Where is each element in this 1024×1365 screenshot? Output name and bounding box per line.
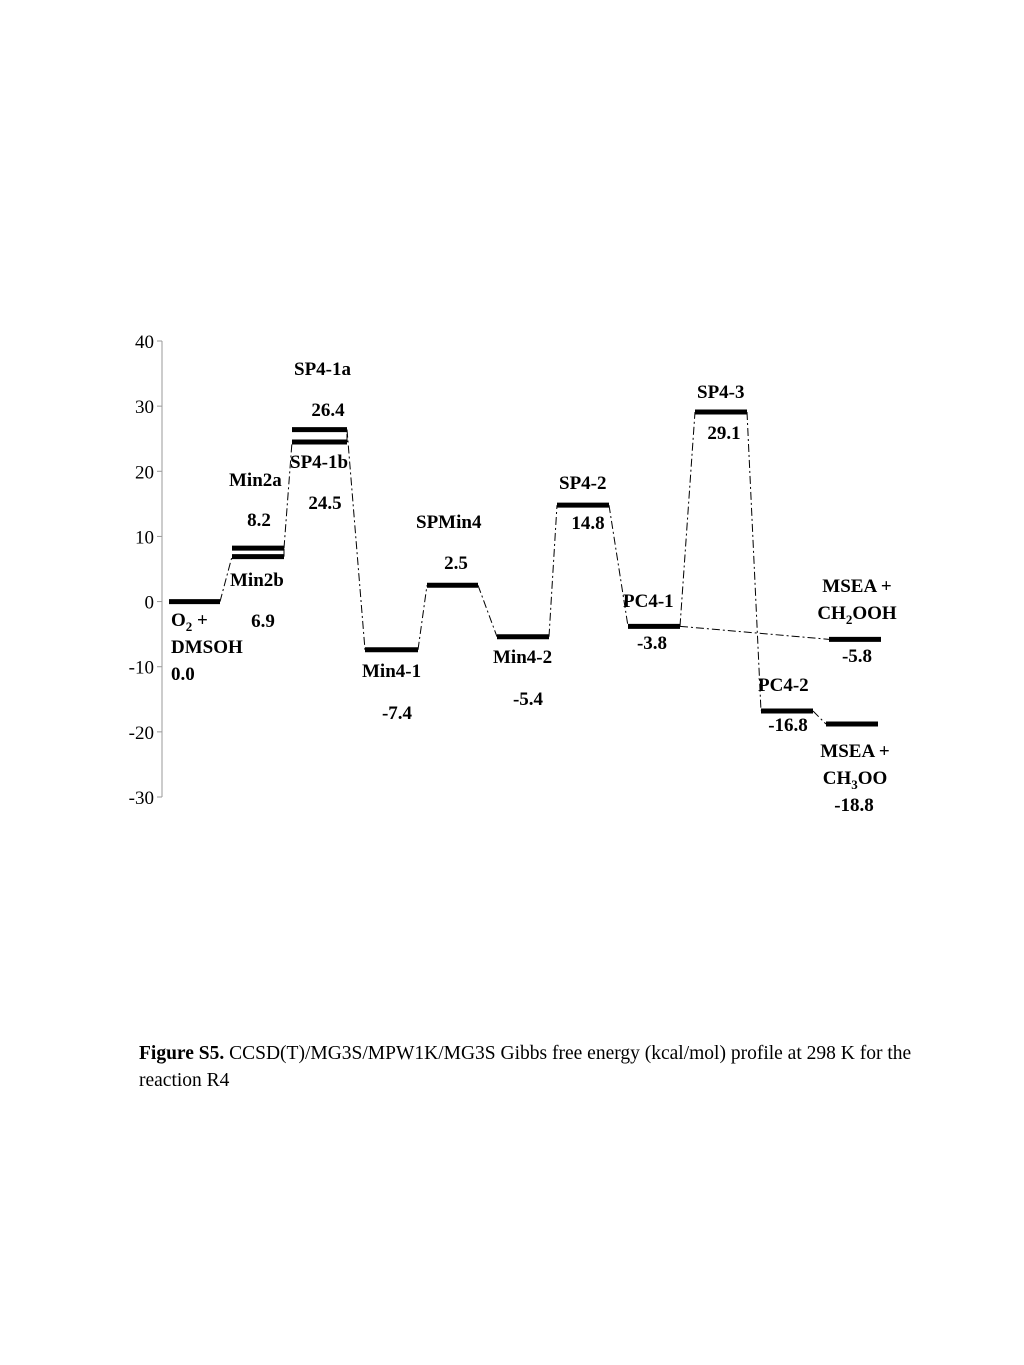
connector-pc4-1-sp4-3 [680,412,695,626]
figure-caption [139,1040,919,1094]
y-tick-label: -30 [128,788,154,809]
y-tick-label: 0 [144,592,154,614]
y-tick-label: 20 [135,462,154,484]
state-label-reactants: DMSOH [171,637,243,658]
connector-spmin4-min4-2 [478,585,497,636]
value-label-pc4-2: -16.8 [768,715,808,736]
value-label-min2b: 6.9 [251,611,275,632]
state-label-msea-ch2ooh: $CH_2OOH$ [817,603,897,627]
y-tick-label: -20 [128,722,154,744]
value-label-sp4-2: 14.8 [571,513,605,534]
value-label-reactants: 0.0 [171,664,195,685]
state-label-sp4-2: SP4-2 [559,473,607,494]
labels [171,359,897,816]
value-label-sp4-3: 29.1 [707,423,741,444]
state-label-sp4-3: SP4-3 [697,382,745,403]
value-label-pc4-1: -3.8 [636,633,668,654]
state-label-min4-1: Min4-1 [362,661,422,682]
state-label-reactants: $O_2$ + [171,610,208,634]
caption-text: CCSD(T)/MG3S/MPW1K/MG3S Gibbs free energy (kcal/mol) profile at 298 K for the reaction R4 [139,1043,912,1091]
y-tick-label: 10 [135,527,154,549]
state-label-msea-ch3oo: MSEA + [820,741,890,762]
state-label-sp4-1a: SP4-1a [294,359,351,380]
state-label-min2b: Min2b [230,570,284,591]
state-label-msea-ch3oo: $CH_3OO$ [822,768,888,792]
value-label-sp4-1a: 26.4 [311,400,345,421]
state-label-pc4-1: PC4-1 [623,591,674,612]
value-label-sp4-1b: 24.5 [308,493,342,514]
connector-min4-1-spmin4 [418,585,427,649]
state-label-spmin4: SPMin4 [416,512,482,533]
connector-pc4-2-msea-ch3oo [813,711,826,724]
connector-sp4-1a-min4-1 [347,430,365,650]
value-label-msea-ch3oo: -18.8 [834,795,874,816]
connector-min4-2-sp4-2 [549,505,557,637]
value-label-spmin4: 2.5 [444,553,468,574]
value-label-min2a: 8.2 [247,510,271,531]
state-label-min2a: Min2a [229,470,282,491]
y-axis [129,332,162,809]
y-tick-label: 30 [135,397,154,419]
value-label-msea-ch2ooh: -5.8 [841,646,873,667]
value-label-min4-1: -7.4 [381,703,413,724]
connector-pc4-1-msea-ch2ooh [680,626,829,639]
y-tick-label: 40 [135,332,154,353]
y-tick-label: -10 [128,657,154,679]
state-label-msea-ch2ooh: MSEA + [822,576,892,597]
value-label-min4-2: -5.4 [512,689,544,710]
state-label-min4-2: Min4-2 [493,647,553,668]
caption-title: Figure S5. [139,1043,225,1064]
state-label-pc4-2: PC4-2 [758,675,809,696]
connector-sp4-3-pc4-2 [747,412,761,711]
state-label-sp4-1b: SP4-1b [290,452,349,473]
